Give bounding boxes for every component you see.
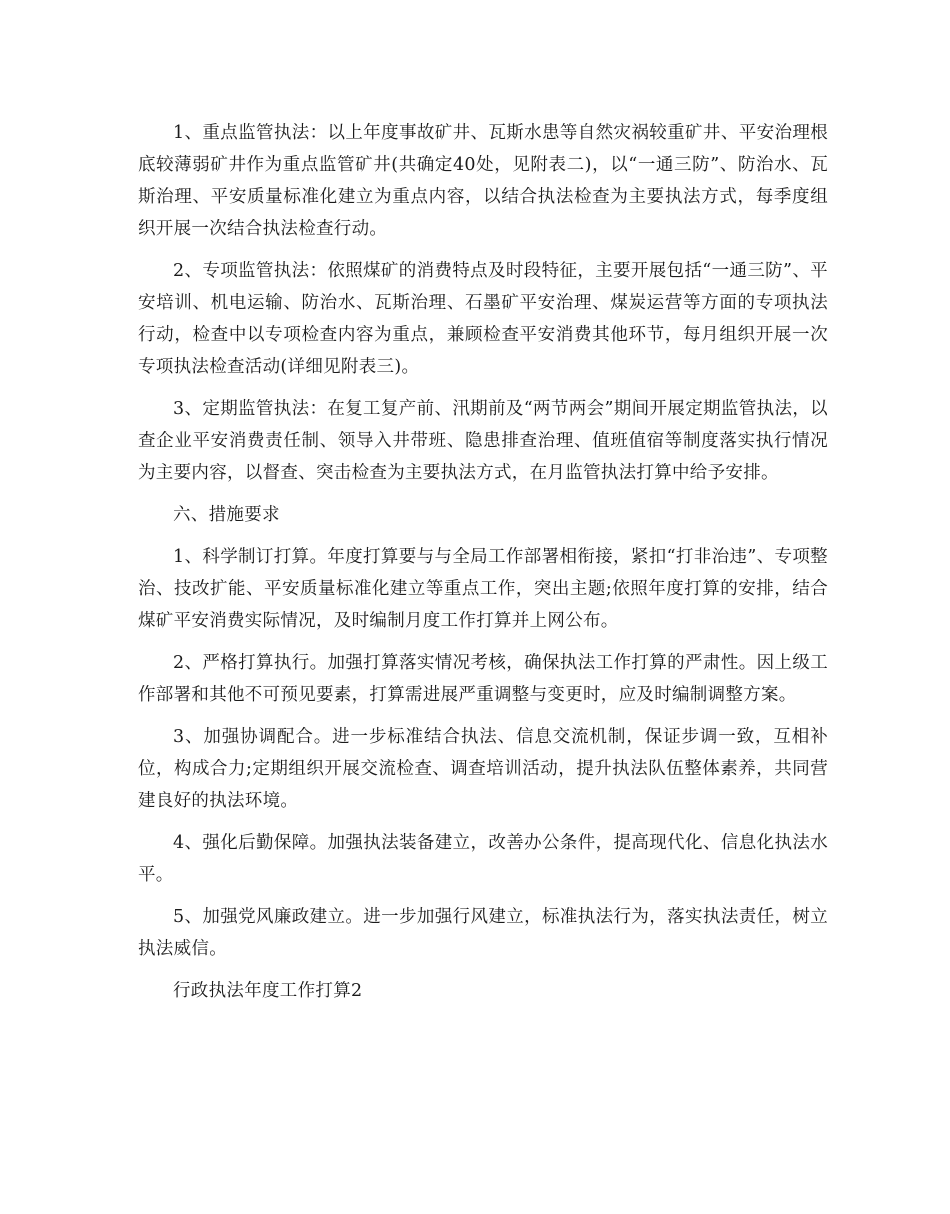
- paragraph-special-supervision: 2、专项监管执法：依照煤矿的消费特点及时段特征，主要开展包括“一通三防”、平安培训、机电运输、防治水、瓦斯治理、石墨矿平安治理、煤炭运营等方面的专项执法行动，检查中以专项检查内容为重点，兼顾检查平安消费其他环节，每月组织开展一次专项执法检查活动(详细见附表三)。: [138, 261, 828, 377]
- section-heading-measures: 六、措施要求: [173, 505, 280, 525]
- paragraph-coordination: 3、加强协调配合。进一步标准结合执法、信息交流机制，保证步调一致，互相补位，构成合力;定期组织开展交流检查、调查培训活动，提升执法队伍整体素养，共同营建良好的执法环境。: [138, 727, 828, 811]
- document-body: [138, 117, 828, 1017]
- paragraph-key-supervision: 1、重点监管执法：以上年度事故矿井、瓦斯水患等自然灾祸较重矿井、平安治理根底较薄弱矿井作为重点监管矿井(共确定40处，见附表二)，以“一通三防”、防治水、瓦斯治理、平安质量标准化建立为重点内容，以结合执法检查为主要执法方式，每季度组织开展一次结合执法检查行动。: [138, 123, 828, 239]
- paragraph-plan-execution: 2、严格打算执行。加强打算落实情况考核，确保执法工作打算的严肃性。因上级工作部署和其他不可预见要素，打算需进展严重调整与变更时，应及时编制调整方案。: [138, 653, 828, 705]
- paragraph-logistics: 4、强化后勤保障。加强执法装备建立，改善办公条件，提高现代化、信息化执法水平。: [138, 833, 828, 885]
- paragraph-integrity: 5、加强党风廉政建立。进一步加强行风建立，标准执法行为，落实执法责任，树立执法威信。: [138, 907, 828, 959]
- section-heading-next-plan: 行政执法年度工作打算2: [173, 981, 363, 1001]
- paragraph-plan-formulation: 1、科学制订打算。年度打算要与与全局工作部署相衔接，紧扣“打非治违”、专项整治、技改扩能、平安质量标准化建立等重点工作，突出主题;依照年度打算的安排，结合煤矿平安消费实际情况，及时编制月度工作打算并上网公布。: [138, 547, 828, 631]
- paragraph-periodic-supervision: 3、定期监管执法：在复工复产前、汛期前及“两节两会”期间开展定期监管执法，以查企业平安消费责任制、领导入井带班、隐患排查治理、值班值宿等制度落实执行情况为主要内容，以督查、突击检查为主要执法方式，在月监管执法打算中给予安排。: [138, 399, 828, 483]
